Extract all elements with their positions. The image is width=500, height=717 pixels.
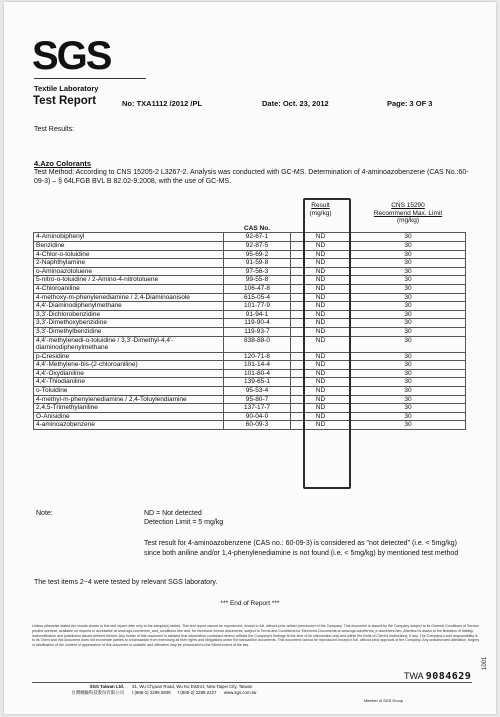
table-row [34, 361, 466, 370]
report-number: No: TXA1112 /2012 /PL [122, 99, 203, 108]
substance-name: 4-aminoazobenzene [34, 421, 224, 430]
substance-name: 2,4,5-Trimethylaniline [34, 404, 224, 413]
table-row [34, 233, 466, 242]
limit-value: 30 [351, 387, 466, 396]
cas-number: 106-47-8 [224, 284, 291, 293]
table-row [34, 387, 466, 396]
cas-number: 101-77-9 [224, 302, 291, 311]
limit-value: 30 [351, 241, 466, 250]
limit-value: 30 [351, 361, 466, 370]
table-row [34, 395, 466, 404]
company-fax: f (886-2) 2298 2227 [177, 689, 217, 695]
side-form-number: 1001 [482, 656, 488, 670]
cas-number: 101-14-4 [224, 361, 291, 370]
test-results-label: Test Results: [34, 126, 75, 133]
substance-name: 4-methyl-m-phenylenediamine / 2,4-Toluylendiamine [34, 395, 224, 404]
note-definitions [144, 509, 464, 527]
limit-header-standard: CNS 15290 [391, 202, 425, 209]
limit-value: 30 [351, 327, 466, 336]
table-row [34, 310, 466, 319]
cas-number: 92-87-5 [224, 241, 291, 250]
result-value: ND [291, 310, 351, 319]
result-unit-header: (mg/kg) [309, 209, 332, 217]
substance-name: 4,4'-Thiodianiline [34, 378, 224, 387]
table-row [34, 404, 466, 413]
limit-value: 30 [351, 412, 466, 421]
table-row [34, 369, 466, 378]
cas-number: 91-94-1 [224, 310, 291, 319]
substance-name: o-Aminoazotoluene [34, 267, 224, 276]
cas-number: 92-67-1 [224, 233, 291, 242]
result-value: ND [291, 404, 351, 413]
limit-value: 30 [351, 293, 466, 302]
substance-name: 3,3'-Dichlorobenzidine [34, 310, 224, 319]
cas-number: 101-80-4 [224, 369, 291, 378]
result-value: ND [291, 352, 351, 361]
result-value: ND [291, 250, 351, 259]
logo-divider [34, 78, 146, 79]
company-phone: t (886-2) 2299 3939 [132, 689, 171, 695]
table-row [34, 352, 466, 361]
limit-value: 30 [351, 369, 466, 378]
aminoazobenzene-note: Test result for 4-aminoazobenzene (CAS no.: 60-09-3) is considered as "not detected" (i.e. < 5mg/kg) since both aniline and/or 1,4-phenylenediamine is not found (i.e. < 5mg/kg) by mentioned test method [144, 540, 459, 557]
substance-name: 4-Chloroaniline [34, 284, 224, 293]
nd-definition: ND = Not detected [144, 510, 202, 517]
limit-value: 30 [351, 336, 466, 352]
table-row [34, 241, 466, 250]
cas-number: 91-59-8 [224, 259, 291, 268]
test-method: Test Method: According to CNS 15205-2 L3267-2. Analysis was conducted with GC-MS. Determination of 4-aminoazobenzene (CAS No.:60-09-3) – § 64LFGB BVL B 82.02-9:2008, with the use of GC-MS. [34, 169, 469, 185]
table-row [34, 250, 466, 259]
report-page [4, 2, 496, 714]
substance-name: 4-Chlor-o-toluidine [34, 250, 224, 259]
table-row [34, 378, 466, 387]
substance-name: 4,4'-Methylene-bis-(2-chloroaniline) [34, 361, 224, 370]
cas-number: 838-88-0 [224, 336, 291, 352]
table-row [34, 302, 466, 311]
report-title: Test Report [33, 95, 97, 107]
table-row [34, 327, 466, 336]
sgs-logo: SGS [32, 34, 111, 78]
result-value: ND [291, 284, 351, 293]
company-name-zh: 台灣檢驗科技股份有限公司 [71, 689, 124, 695]
limit-value: 30 [351, 404, 466, 413]
result-value: ND [291, 241, 351, 250]
page-indicator: Page: 3 OF 3 [387, 99, 433, 108]
footer-company [34, 684, 124, 695]
result-value: ND [291, 327, 351, 336]
result-value: ND [291, 421, 351, 430]
limit-value: 30 [351, 267, 466, 276]
substance-name: 3,3'-Dimethylbenzidine [34, 327, 224, 336]
table-row [34, 421, 466, 430]
result-value: ND [291, 302, 351, 311]
result-value: ND [291, 369, 351, 378]
result-value: ND [291, 267, 351, 276]
note-label: Note: [36, 510, 53, 517]
result-value: ND [291, 378, 351, 387]
substance-name: 4,4'-methylenedi-o-toluidine / 3,3'-Dimethyl-4,4'-diaminodiphenylmethane [34, 336, 224, 352]
limit-value: 30 [351, 310, 466, 319]
table-header-row [34, 202, 466, 225]
limit-value: 30 [351, 250, 466, 259]
cas-header: CAS No. [224, 225, 291, 233]
company-address: 31, Wu Chyuan Road, Wu Ku District, New Taipei City, Taiwan [132, 684, 253, 689]
substance-name: 3,3'-Dimethoxybenzidine [34, 319, 224, 328]
substance-name: Benzidine [34, 241, 224, 250]
cas-number: 97-56-3 [224, 267, 291, 276]
cas-number: 615-05-4 [224, 293, 291, 302]
substance-name: 5-nitro-o-toluidine / 2-Amino-4-nitrotoluene [34, 276, 224, 285]
result-value: ND [291, 276, 351, 285]
result-value: ND [291, 395, 351, 404]
result-value: ND [291, 361, 351, 370]
result-value: ND [291, 233, 351, 242]
substance-name: 4-methoxy-m-phenylenediamine / 2,4-Diaminoanisole [34, 293, 224, 302]
footer-divider [32, 682, 472, 683]
table-row [34, 319, 466, 328]
cas-number: 95-69-2 [224, 250, 291, 259]
limit-value: 30 [351, 233, 466, 242]
substance-name: 2-Naphthylamine [34, 259, 224, 268]
limit-value: 30 [351, 378, 466, 387]
table-row [34, 276, 466, 285]
substance-name: 4,4'-Diaminodiphenylmethane [34, 302, 224, 311]
end-of-report: *** End of Report *** [220, 600, 280, 607]
substance-name: 4-Aminobiphenyl [34, 233, 224, 242]
cas-number: 95-53-4 [224, 387, 291, 396]
table-row [34, 336, 466, 352]
test-items-line: The test items 2~4 were tested by relevant SGS laboratory. [34, 579, 218, 586]
serial-value: 9084629 [425, 671, 472, 682]
result-value: ND [291, 259, 351, 268]
table-row [34, 412, 466, 421]
cas-number: 60-09-3 [224, 421, 291, 430]
result-column-highlight [303, 198, 351, 489]
limit-value: 30 [351, 284, 466, 293]
limit-value: 30 [351, 319, 466, 328]
table-row [34, 267, 466, 276]
company-website[interactable]: www.sgs.com.tw [223, 689, 257, 695]
limit-value: 30 [351, 259, 466, 268]
disclaimer-text: Unless otherwise stated the results shown in this test report refer only to the sample(s) tested. This test report cannot be reproduced, except in full, without prior written permission of the Company. This document is issued by the Company subject to its General Conditions of Service printed overleaf, available on request or accessible at www.sgs.com/terms_and_conditions.htm and, for electronic format documents, subject to Terms and Conditions for Electronic Documents at www.sgs.com/terms_e-document.htm. Attention is drawn to the limitation of liability, indemnification and jurisdiction issues defined therein. Any holder of this document is advised that information contained hereon reflects the Company's findings at the time of its intervention only and within the limits of Client's instructions, if any. The Company's sole responsibility is to its Client and this document does not exonerate parties to a transaction from exercising all their rights and obligations under the transaction documents. This document cannot be reproduced except in full, without prior approval of the Company. Any unauthorized alteration, forgery or falsification of the content or appearance of this document is unlawful and offenders may be prosecuted to the fullest extent of the law. [32, 624, 480, 648]
footer-contact [132, 684, 256, 695]
table-row [34, 293, 466, 302]
cas-number: 137-17-7 [224, 404, 291, 413]
cas-number: 139-65-1 [224, 378, 291, 387]
cas-number: 90-04-0 [224, 412, 291, 421]
substance-name: p-Cresidine [34, 352, 224, 361]
serial-number [404, 671, 471, 682]
section-title: 4.Azo Colorants [34, 159, 92, 168]
limit-value: 30 [351, 352, 466, 361]
cas-number: 119-93-7 [224, 327, 291, 336]
result-value: ND [291, 412, 351, 421]
member-of-sgs: Member of SGS Group [364, 699, 403, 703]
company-name: SGS Taiwan Ltd. [89, 684, 124, 689]
result-value: ND [291, 336, 351, 352]
limit-value: 30 [351, 395, 466, 404]
result-value: ND [291, 319, 351, 328]
cas-number: 99-55-8 [224, 276, 291, 285]
table-row [34, 259, 466, 268]
serial-prefix: TWA [404, 671, 424, 681]
result-value: ND [291, 293, 351, 302]
results-table [33, 202, 466, 430]
limit-value: 30 [351, 302, 466, 311]
lab-name: Textile Laboratory [34, 84, 99, 93]
limit-header-unit: (mg/kg) [396, 217, 420, 225]
cas-number: 119-90-4 [224, 319, 291, 328]
substance-name: O-Anisidine [34, 412, 224, 421]
substance-name: o-Toluidine [34, 387, 224, 396]
limit-value: 30 [351, 421, 466, 430]
detection-limit: Detection Limit = 5 mg/kg [144, 519, 224, 526]
result-value: ND [291, 387, 351, 396]
cas-header-row [34, 225, 466, 233]
report-date: Date: Oct. 23, 2012 [262, 99, 329, 108]
cas-number: 95-80-7 [224, 395, 291, 404]
cas-number: 120-71-8 [224, 352, 291, 361]
company-phone-fax [132, 690, 256, 696]
substance-name: 4,4'-Oxydianiline [34, 369, 224, 378]
table-row [34, 284, 466, 293]
result-header: Result [311, 202, 330, 209]
limit-header-label: Recommend Max. Limit [373, 209, 443, 217]
limit-value: 30 [351, 276, 466, 285]
